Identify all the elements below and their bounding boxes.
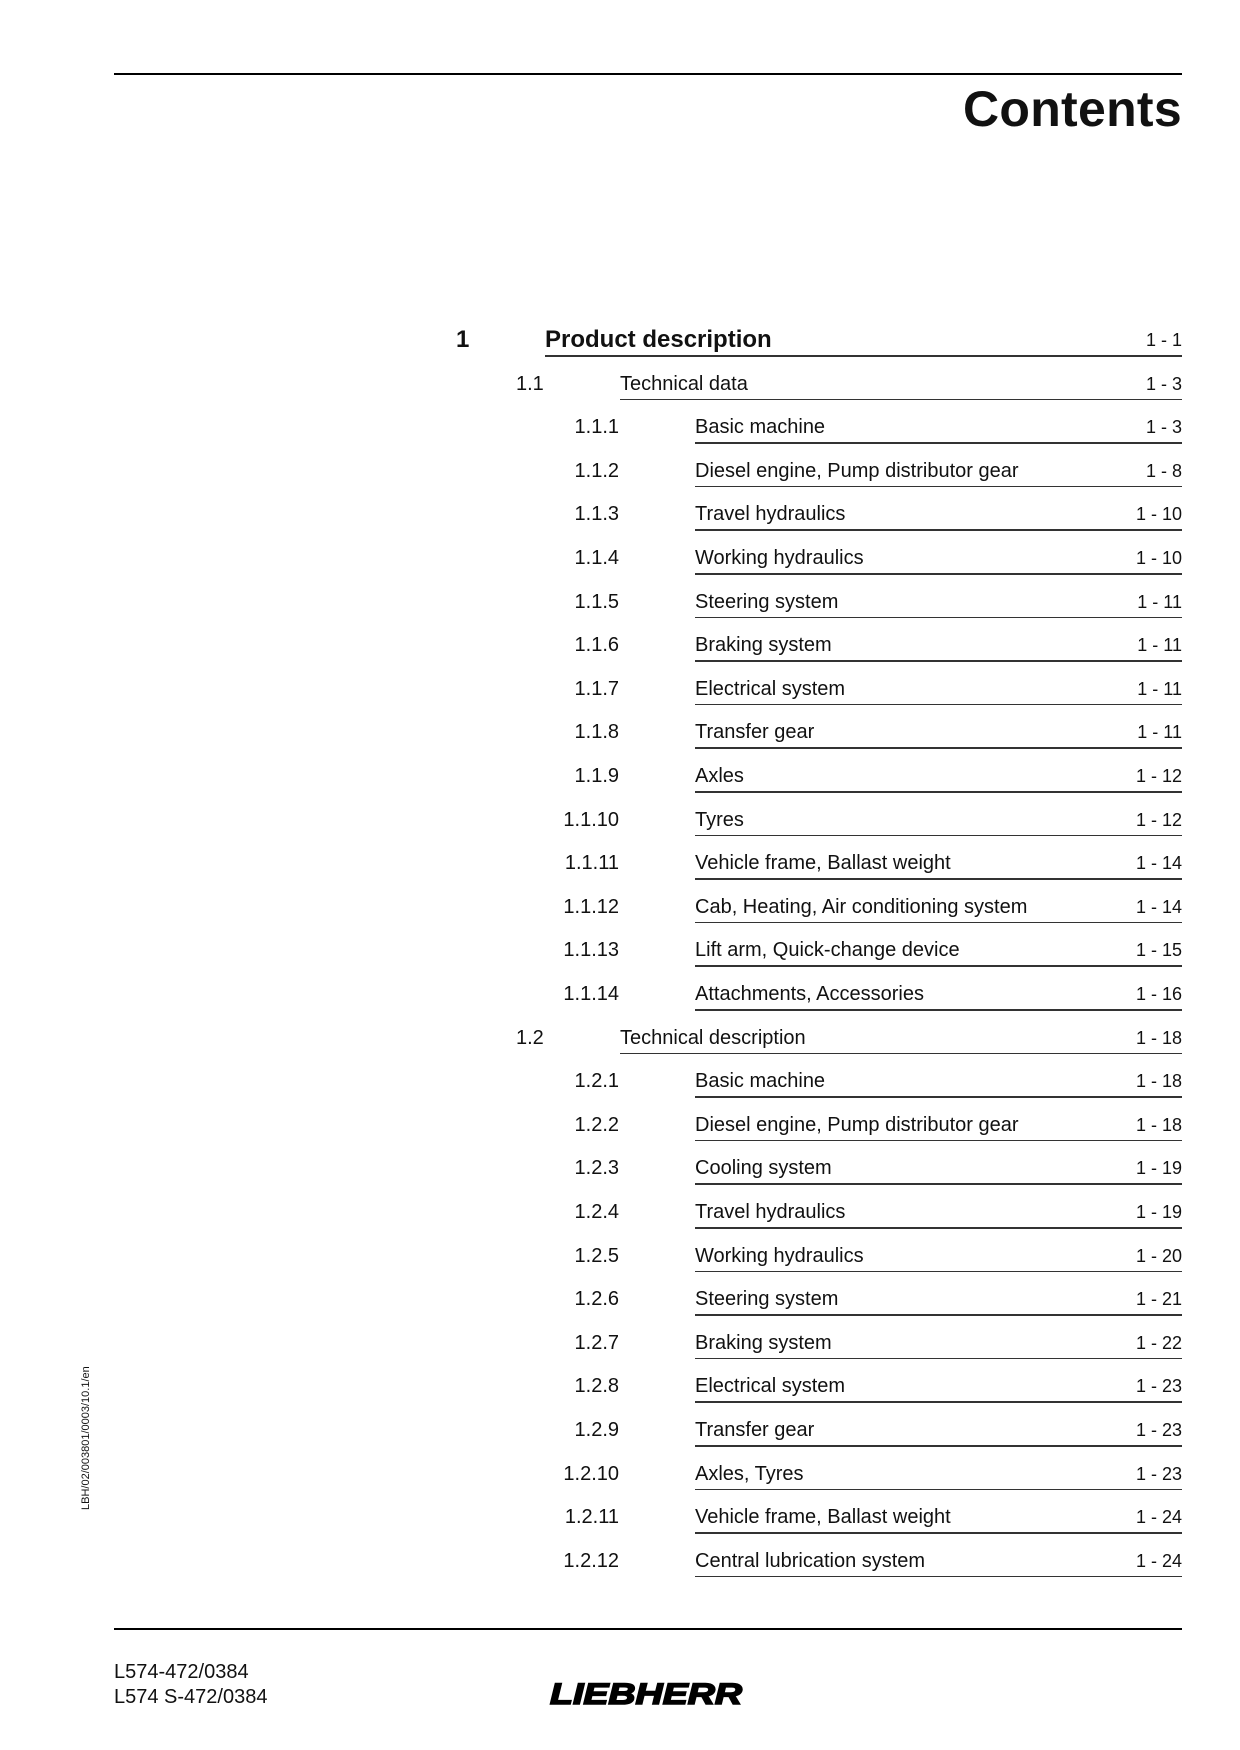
toc-entry-page: 1 - 11 (1137, 678, 1182, 699)
toc-entry-underline (695, 617, 1182, 619)
toc-entry[interactable] (0, 458, 1240, 502)
toc-entry-title: Technical description (620, 1026, 806, 1049)
toc-entry-number: 1.2.1 (574, 1070, 619, 1093)
toc-entry-number: 1.2.2 (574, 1113, 619, 1136)
toc-entry[interactable] (0, 501, 1240, 545)
toc-entry-number: 1.1.11 (564, 852, 619, 875)
toc-entry[interactable] (0, 719, 1240, 763)
toc-entry[interactable] (0, 327, 1240, 371)
toc-entry-number: 1.1.8 (574, 721, 619, 744)
footer-rule (114, 1628, 1182, 1630)
toc-entry-page: 1 - 24 (1135, 1507, 1182, 1528)
toc-entry-page: 1 - 10 (1135, 548, 1182, 568)
toc-entry-underline (695, 1314, 1182, 1316)
page-title: Contents (962, 81, 1182, 137)
toc-entry-underline (620, 1053, 1182, 1055)
toc-entry-page: 1 - 19 (1135, 1202, 1182, 1222)
toc-entry-underline (695, 1489, 1182, 1491)
toc-entry-title: Tyres (695, 808, 744, 831)
toc-entry-page: 1 - 12 (1135, 809, 1182, 830)
toc-entry[interactable] (0, 676, 1240, 720)
toc-entry-number: 1.2.8 (574, 1375, 619, 1398)
toc-entry-underline (695, 1532, 1182, 1534)
toc-entry-page: 1 - 14 (1135, 853, 1182, 874)
toc-entry-title: Diesel engine, Pump distributor gear (695, 459, 1019, 482)
toc-entry-page: 1 - 14 (1135, 896, 1182, 917)
toc-entry-title: Lift arm, Quick-change device (695, 939, 960, 962)
toc-entry-underline (695, 442, 1182, 444)
toc-entry[interactable] (0, 1286, 1240, 1330)
toc-entry-underline (695, 1096, 1182, 1098)
toc-entry-underline (620, 399, 1182, 401)
toc-entry-page: 1 - 11 (1137, 591, 1182, 612)
toc-entry-number: 1.1.9 (574, 765, 619, 787)
toc-entry-title: Travel hydraulics (695, 1201, 846, 1223)
toc-entry[interactable] (0, 632, 1240, 676)
toc-entry-number: 1.1.5 (574, 590, 619, 613)
toc-entry-page: 1 - 3 (1145, 373, 1182, 394)
toc-entry[interactable] (0, 1461, 1240, 1505)
toc-entry-number: 1.2.5 (574, 1244, 619, 1267)
toc-entry-title: Braking system (695, 634, 832, 657)
toc-entry-page: 1 - 22 (1135, 1332, 1182, 1353)
toc-entry-underline (695, 747, 1182, 749)
toc-entry-underline (695, 791, 1182, 793)
toc-entry-title: Axles, Tyres (695, 1462, 804, 1485)
toc-entry-number: 1.2.7 (574, 1331, 619, 1354)
toc-entry-title: Cooling system (695, 1157, 832, 1180)
toc-entry[interactable] (0, 1025, 1240, 1069)
toc-entry[interactable] (0, 1504, 1240, 1548)
toc-entry-title: Vehicle frame, Ballast weight (695, 1506, 951, 1529)
toc-entry-underline (545, 355, 1182, 357)
toc-entry-underline (695, 1445, 1182, 1447)
document-code: LBH/02/003801/0003/10.1/en (80, 1366, 92, 1510)
toc-entry-number: 1.1.6 (574, 634, 619, 657)
toc-entry-page: 1 - 18 (1135, 1027, 1182, 1048)
toc-entry-number: 1 (456, 326, 470, 353)
toc-entry-title: Technical data (620, 372, 748, 395)
toc-entry-page: 1 - 11 (1137, 635, 1182, 656)
toc-entry-underline (695, 704, 1182, 706)
toc-entry-page: 1 - 12 (1135, 766, 1182, 786)
toc-entry-page: 1 - 15 (1135, 940, 1182, 961)
toc-entry[interactable] (0, 937, 1240, 981)
toc-entry-underline (695, 573, 1182, 575)
toc-entry[interactable] (0, 981, 1240, 1025)
toc-entry-underline (695, 878, 1182, 880)
toc-entry-underline (695, 660, 1182, 662)
toc-entry-number: 1.1.4 (574, 547, 619, 569)
toc-entry-underline (695, 1358, 1182, 1360)
toc-entry-underline (695, 922, 1182, 924)
toc-entry-number: 1.1.10 (563, 808, 619, 831)
toc-entry-number: 1.2.11 (564, 1506, 619, 1529)
toc-entry-title: Transfer gear (695, 721, 815, 744)
toc-entry-title: Steering system (695, 590, 839, 613)
toc-entry-number: 1.2.9 (574, 1419, 619, 1441)
svg-text:LIEBHERR: LIEBHERR (550, 1678, 743, 1710)
toc-entry-number: 1.2.6 (574, 1288, 619, 1311)
toc-entry-title: Braking system (695, 1331, 832, 1354)
toc-entry-title: Cab, Heating, Air conditioning system (695, 895, 1028, 918)
toc-entry[interactable] (0, 371, 1240, 415)
toc-entry-page: 1 - 23 (1135, 1376, 1182, 1397)
toc-entry-number: 1.2.4 (574, 1201, 619, 1223)
toc-entry-number: 1.1 (516, 372, 544, 395)
toc-entry-number: 1.1.2 (574, 459, 619, 482)
model-codes (114, 1660, 267, 1710)
toc-entry-number: 1.2.12 (563, 1549, 619, 1572)
toc-entry-page: 1 - 21 (1135, 1289, 1182, 1310)
toc-entry-underline (695, 529, 1182, 531)
toc-entry-underline (695, 1576, 1182, 1578)
toc-entry-number: 1.1.3 (574, 503, 619, 526)
toc-entry-title: Attachments, Accessories (695, 983, 924, 1005)
toc-entry-underline (695, 1227, 1182, 1229)
toc-entry[interactable] (0, 414, 1240, 458)
toc-entry[interactable] (0, 1243, 1240, 1287)
toc-entry-underline (695, 1271, 1182, 1273)
toc-entry-title: Axles (695, 765, 744, 787)
toc-entry-number: 1.2 (516, 1026, 544, 1049)
toc-entry-page: 1 - 16 (1135, 984, 1182, 1004)
toc-entry-underline (695, 1140, 1182, 1142)
toc-entry-title: Transfer gear (695, 1419, 815, 1441)
toc-entry[interactable] (0, 1199, 1240, 1243)
toc-entry-number: 1.1.1 (574, 416, 619, 439)
toc-entry-title: Electrical system (695, 677, 846, 700)
toc-entry[interactable] (0, 545, 1240, 589)
toc-entry-page: 1 - 1 (1145, 330, 1182, 350)
toc-entry-page: 1 - 18 (1135, 1114, 1182, 1135)
toc-entry-underline (695, 1183, 1182, 1185)
toc-entry-title: Basic machine (695, 416, 826, 439)
toc-entry-page: 1 - 24 (1135, 1550, 1182, 1571)
toc-entry-title: Working hydraulics (695, 547, 864, 569)
toc-entry[interactable] (0, 807, 1240, 851)
toc-entry[interactable] (0, 1112, 1240, 1156)
toc-entry-page: 1 - 3 (1145, 417, 1182, 438)
toc-entry[interactable] (0, 1373, 1240, 1417)
toc-entry-number: 1.2.10 (563, 1462, 619, 1485)
toc-entry[interactable] (0, 1068, 1240, 1112)
toc-entry-underline (695, 486, 1182, 488)
liebherr-logo (548, 1676, 744, 1710)
toc-entry-underline (695, 835, 1182, 837)
toc-entry-underline (695, 1009, 1182, 1011)
toc-entry-title: Vehicle frame, Ballast weight (695, 852, 951, 875)
toc-entry[interactable] (0, 1548, 1240, 1592)
toc-entry-page: 1 - 18 (1135, 1071, 1182, 1092)
toc-entry-page: 1 - 23 (1135, 1463, 1182, 1484)
model-code: L574-472/0384 (114, 1661, 249, 1683)
toc-entry-underline (695, 965, 1182, 967)
toc-entry-title: Diesel engine, Pump distributor gear (695, 1113, 1019, 1136)
toc-entry[interactable] (0, 589, 1240, 633)
toc-entry-title: Steering system (695, 1288, 839, 1311)
toc-entry[interactable] (0, 850, 1240, 894)
toc-entry[interactable] (0, 1330, 1240, 1374)
toc-entry-page: 1 - 11 (1137, 722, 1182, 743)
toc-entry-title: Working hydraulics (695, 1244, 864, 1267)
toc-entry-number: 1.1.7 (574, 677, 619, 700)
toc-entry-underline (695, 1401, 1182, 1403)
toc-entry-number: 1.1.14 (563, 983, 619, 1005)
toc-entry[interactable] (0, 763, 1240, 807)
toc-entry-title: Basic machine (695, 1070, 826, 1093)
toc-entry-title: Travel hydraulics (695, 503, 846, 526)
toc-entry[interactable] (0, 1417, 1240, 1461)
model-code: L574 S-472/0384 (114, 1686, 268, 1708)
toc-entry-number: 1.1.13 (563, 939, 619, 962)
toc-entry-number: 1.2.3 (574, 1157, 619, 1180)
toc-entry-title: Electrical system (695, 1375, 846, 1398)
toc-entry-title: Central lubrication system (695, 1549, 926, 1572)
toc-entry-number: 1.1.12 (563, 895, 619, 918)
toc-entry-page: 1 - 10 (1135, 504, 1182, 525)
toc-entry[interactable] (0, 1155, 1240, 1199)
toc-entry-page: 1 - 8 (1145, 460, 1182, 481)
toc-entry-title: Product description (545, 326, 772, 353)
toc-entry-page: 1 - 19 (1135, 1158, 1182, 1179)
toc-entry-page: 1 - 23 (1135, 1420, 1182, 1440)
toc-entry-page: 1 - 20 (1135, 1245, 1182, 1266)
toc-entry[interactable] (0, 894, 1240, 938)
